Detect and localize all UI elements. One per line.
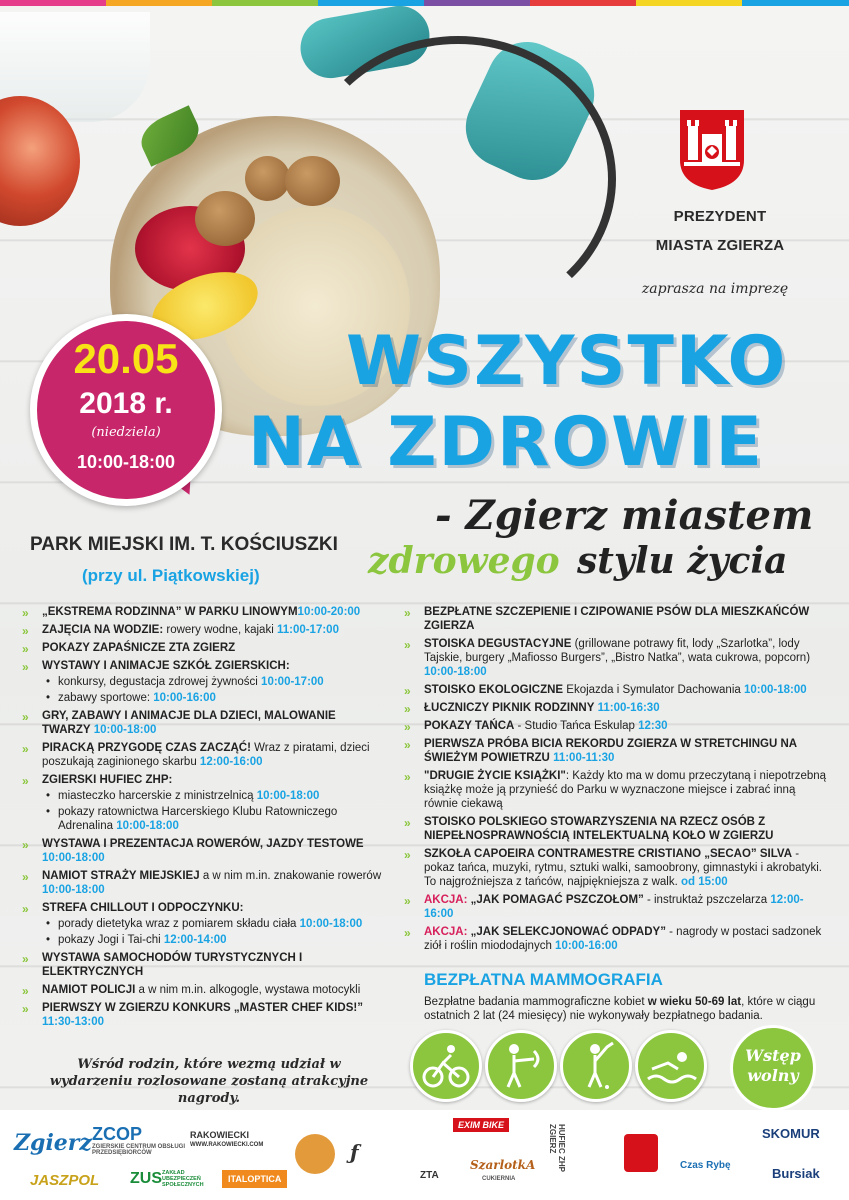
program-item-text: - Studio Tańca Eskulap [514, 720, 639, 732]
zgierz-logo: Zgierz [14, 1130, 92, 1156]
zcop-subtitle: ZGIERSKIE CENTRUM OBSŁUGI PRZEDSIĘBIORCÓW [92, 1144, 186, 1156]
program-item-title: STOISKO POLSKIEGO STOWARZYSZENIA NA RZECZ OSÓB Z NIEPEŁNOSPRAWNOŚCIĄ INTELEKTUALNĄ KOŁO W ZGIERZU [424, 816, 774, 842]
program-subitem-text: zabawy sportowe: [58, 692, 154, 704]
double-arrow-icon: » [404, 702, 408, 716]
event-year: 2018 r. [79, 387, 173, 420]
akcja-label: AKCJA: [424, 926, 471, 938]
walnut-image [195, 191, 255, 246]
program-item [22, 901, 382, 947]
double-arrow-icon: » [22, 710, 26, 724]
double-arrow-icon: » [404, 926, 408, 940]
mammography-title: BEZPŁATNA MAMMOGRAFIA [424, 970, 663, 989]
program-item-text: rowery wodne, kajaki [163, 624, 277, 636]
program-item-title: ŁUCZNICZY PIKNIK RODZINNY [424, 702, 595, 714]
program-item [22, 709, 382, 737]
program-item-title: „JAK SELEKCJONOWAĆ ODPADY” [470, 926, 666, 938]
rescue-club-logo-icon [624, 1134, 658, 1172]
sponsors-strip [0, 1110, 849, 1200]
mammography-text-a: Bezpłatne badania mammograficzne kobiet [424, 996, 648, 1008]
program-subitem-text: pokazy Jogi i Tai-chi [58, 934, 164, 946]
program-item-text: Ekojazda i Symulator Dachowania [563, 684, 744, 696]
mammography-text-b: , które w ciągu ostatnich 2 lat (24 miesięcy) nie wykonywały bezpłatnego badania. [424, 996, 816, 1022]
rakowiecki-url: WWW.RAKOWIECKI.COM [190, 1142, 264, 1148]
skomur-logo: SKOMUR [762, 1126, 820, 1141]
program-subitem-time: 12:00-14:00 [163, 934, 227, 946]
program-item-title: PIRACKĄ PRZYGODĘ CZAS ZACZĄĆ! [42, 742, 251, 754]
event-date: 20.05 [73, 335, 179, 382]
zus-logo: ZUS [130, 1170, 162, 1187]
zcop-logo: ZCOP [92, 1124, 143, 1144]
stripe-segment [742, 0, 849, 6]
program-item-title: „JAK POMAGAĆ PSZCZOŁOM” [470, 894, 644, 906]
free-entry-line2: wolny [747, 1066, 799, 1085]
archer-icon [485, 1030, 557, 1102]
program-item [404, 701, 829, 715]
akcja-label: AKCJA: [424, 894, 471, 906]
double-arrow-icon: » [404, 770, 408, 784]
program-item [22, 1001, 382, 1029]
program-subitem-text: pokazy ratownictwa Harcerskiego Klubu Ratowniczego Adrenalina [58, 806, 338, 832]
program-item-title: NAMIOT STRAŻY MIEJSKIEJ [42, 870, 200, 882]
double-arrow-icon: » [22, 642, 26, 656]
program-item [404, 769, 829, 811]
program-item-title: POKAZY ZAPAŚNICZE ZTA ZGIERZ [42, 642, 236, 654]
double-arrow-icon: » [22, 984, 26, 998]
program-sublist [42, 789, 382, 833]
double-arrow-icon: » [22, 1002, 26, 1016]
zgierz-coat-of-arms-icon [678, 108, 746, 192]
bullet-icon: • [46, 806, 51, 818]
program-item-time: 10:00-18:00 [42, 884, 105, 896]
bullet-icon: • [46, 692, 51, 704]
double-arrow-icon: » [404, 720, 408, 734]
szarlotka-logo: SzarlotkA [470, 1158, 536, 1172]
walnut-image [245, 156, 290, 201]
venue-address: (przy ul. Piątkowskiej) [82, 566, 260, 585]
double-arrow-icon: » [404, 738, 408, 752]
double-arrow-icon: » [22, 624, 26, 638]
eximbike-logo: EXIM BIKE [453, 1118, 509, 1132]
program-subitem [42, 933, 382, 947]
program-item-text: Wraz z piratami, dzieci poszukają zaginionego skarbu [42, 742, 370, 768]
program-item-time: 10:00-18:00 [42, 852, 105, 864]
program-item [404, 637, 829, 679]
program-item [22, 741, 382, 769]
program-subitem [42, 789, 382, 803]
program-item [404, 925, 829, 953]
walnut-image [285, 156, 340, 206]
program-item [22, 659, 382, 705]
double-arrow-icon: » [404, 684, 408, 698]
double-arrow-icon: » [22, 870, 26, 884]
program-item-text: a w nim m.in. znakowanie rowerów [199, 870, 382, 882]
prize-note: Wśród rodzin, które wezmą udział w wydarzeniu rozlosowane zostaną atrakcyjne nagrody. [49, 1057, 369, 1106]
zta-logo: ZTA [420, 1170, 439, 1181]
program-item-title: „EKSTREMA RODZINNA” W PARKU LINOWYM [42, 606, 298, 618]
double-arrow-icon: » [404, 894, 408, 908]
program-item [404, 737, 829, 765]
program-item-title: BEZPŁATNE SZCZEPIENIE I CZIPOWANIE PSÓW DLA MIESZKAŃCÓW ZGIERZA [424, 606, 810, 632]
program-item-time: 12:30 [638, 720, 668, 732]
program-item-time: 11:00-17:00 [276, 624, 339, 636]
stripe-segment [636, 0, 742, 6]
program-item-title: POKAZY TAŃCA [424, 720, 515, 732]
double-arrow-icon: » [22, 660, 26, 674]
mammography-text [424, 995, 829, 1023]
program-item-time: od 15:00 [680, 876, 728, 888]
program-item-title: ZAJĘCIA NA WODZIE: [42, 624, 164, 636]
program-item-title: SZKOŁA CAPOEIRA CONTRAMESTRE CRISTIANO „SECAO” SILVA [424, 848, 793, 860]
program-subitem [42, 917, 382, 931]
basketball-logo-icon [295, 1134, 335, 1174]
rakowiecki-logo: RAKOWIECKI [190, 1130, 249, 1140]
program-item [22, 983, 382, 997]
program-item [404, 815, 829, 843]
event-weekday: (niedziela) [91, 425, 161, 440]
program-item-title: WYSTAWY I ANIMACJE SZKÓŁ ZGIERSKICH: [42, 660, 290, 672]
program-item-text: - pokaz tańca, muzyki, rytmu, sztuki walki, samoobrony, gimnastyki i akrobatyki. To najgroźniejsza z tańców, najpiękniejsza z walk. [424, 848, 822, 888]
program-item-title: ZGIERSKI HUFIEC ZHP: [42, 774, 173, 786]
program-subitem-time: 10:00-17:00 [261, 676, 324, 688]
program-item [404, 847, 829, 889]
free-entry-line1: Wstęp [745, 1046, 801, 1065]
bursiak-logo: Bursiak [772, 1166, 820, 1181]
program-item-text: - nagrody w postaci sadzonek ziół i roślin miododajnych [424, 926, 822, 952]
double-arrow-icon: » [22, 742, 26, 756]
jaszpol-logo: JASZPOL [30, 1172, 100, 1189]
mammography-age: w wieku 50-69 lat [647, 996, 742, 1008]
title-line1: WSZYSTKO [346, 322, 788, 401]
italoptica-logo: ITALOPTICA [222, 1170, 287, 1188]
program-item [22, 641, 382, 655]
program-item-time: 10:00-18:00 [93, 724, 157, 736]
program-list-right [404, 605, 829, 957]
program-subitem [42, 675, 382, 689]
program-item-time: 11:30-13:00 [42, 1016, 105, 1028]
program-item-text: a w nim m.in. alkogogle, wystawa motocykli [135, 984, 361, 996]
program-item [22, 869, 382, 897]
program-item [22, 773, 382, 833]
program-item-title: WYSTAWA SAMOCHODÓW TURYSTYCZNYCH I ELEKTRYCZNYCH [42, 952, 303, 978]
program-item-title: PIERWSZY W ZGIERZU KONKURS „MASTER CHEF KIDS!” [42, 1002, 363, 1014]
czas-rybe-logo: Czas Rybę [680, 1160, 731, 1171]
double-arrow-icon: » [404, 638, 408, 652]
double-arrow-icon: » [22, 606, 26, 620]
title-line2: NA ZDROWIE [248, 403, 764, 482]
hufiec-zhp-logo: HUFIEC ZHP ZGIERZ [548, 1124, 566, 1172]
program-item-text: (grillowane potrawy fit, lody „Szarlotka”, lody Tajskie, burgery „Mafiosso Burgers”, „Bistro Natka”, wata cukrowa, popcorn) [424, 638, 811, 664]
program-item-time: 12:00-16:00 [424, 894, 804, 920]
double-arrow-icon: » [22, 774, 26, 788]
cyclist-icon [410, 1030, 482, 1102]
program-item-title: NAMIOT POLICJI [42, 984, 136, 996]
program-item-time: 10:00-18:00 [743, 684, 807, 696]
double-arrow-icon: » [22, 902, 26, 916]
program-item-time: 10:00-18:00 [424, 666, 487, 678]
program-subitem-text: konkursy, degustacja zdrowej żywności [58, 676, 262, 688]
program-item-time: 11:00-16:30 [597, 702, 660, 714]
subtitle-lifestyle: stylu życia [577, 540, 788, 582]
szarlotka-subtitle: CUKIERNIA [482, 1176, 516, 1182]
program-item-title: GRY, ZABAWY I ANIMACJE DLA DZIECI, MALOWANIE TWARZY [42, 710, 336, 736]
program-item-title: STOISKA DEGUSTACYJNE [424, 638, 572, 650]
program-item [404, 605, 829, 633]
program-item-title: "DRUGIE ŻYCIE KSIĄŻKI" [424, 770, 566, 782]
program-subitem-time: 10:00-18:00 [299, 918, 363, 930]
program-item [404, 683, 829, 697]
zus-subtitle: ZAKŁAD UBEZPIECZEŃ SPOŁECZNYCH [162, 1170, 204, 1188]
double-arrow-icon: » [22, 952, 26, 966]
program-item-time: 10:00-16:00 [555, 940, 618, 952]
double-arrow-icon: » [404, 606, 408, 620]
program-list-left [22, 605, 382, 1033]
program-sublist [42, 675, 382, 705]
program-item-time: 11:00-11:30 [553, 752, 615, 764]
program-item-title: PIERWSZA PRÓBA BICIA REKORDU ZGIERZA W STRETCHINGU NA ŚWIEŻYM POWIETRZU [424, 738, 797, 764]
organizer-line1: PREZYDENT [673, 208, 767, 225]
bullet-icon: • [46, 934, 51, 946]
program-item [22, 951, 382, 979]
event-hours: 10:00-18:00 [76, 452, 176, 472]
program-subitem [42, 691, 382, 705]
golfer-icon [560, 1030, 632, 1102]
bullet-icon: • [46, 918, 51, 930]
invite-text: zaprasza na imprezę [641, 281, 789, 297]
swimmer-icon [635, 1030, 707, 1102]
program-item-time: 12:00-16:00 [199, 756, 263, 768]
date-bubble [30, 314, 222, 506]
double-arrow-icon: » [22, 838, 26, 852]
program-subitem-time: 10:00-18:00 [256, 790, 320, 802]
program-subitem-time: 10:00-16:00 [153, 692, 216, 704]
program-item [22, 837, 382, 865]
program-item-title: STOISKO EKOLOGICZNE [424, 684, 564, 696]
program-subitem [42, 805, 382, 833]
script-logo-icon: ƒ [350, 1140, 359, 1164]
program-item-time: 10:00-20:00 [297, 606, 361, 618]
subtitle-line1: - Zgierz miastem [435, 492, 814, 539]
program-subitem-time: 10:00-18:00 [116, 820, 179, 832]
program-item [404, 893, 829, 921]
program-item-title: STREFA CHILLOUT I ODPOCZYNKU: [42, 902, 244, 914]
program-item-text: : Każdy kto ma w domu przeczytaną i niepotrzebną książkę może ją przynieść do Parku w wyznaczone miejsce i zabrać inną równie ciekawą [424, 770, 827, 810]
bullet-icon: • [46, 676, 51, 688]
program-item [22, 623, 382, 637]
free-entry-badge [730, 1025, 816, 1111]
venue-name: PARK MIEJSKI IM. T. KOŚCIUSZKI [30, 534, 338, 555]
program-item-title: WYSTAWA I PREZENTACJA ROWERÓW, JAZDY TESTOWE [42, 838, 364, 850]
program-item [404, 719, 829, 733]
program-subitem-text: miasteczko harcerskie z ministrzelnicą [58, 790, 257, 802]
double-arrow-icon: » [404, 816, 408, 830]
program-sublist [42, 917, 382, 947]
program-item-text: - instruktaż pszczelarza [643, 894, 771, 906]
organizer-line2: MIASTA ZGIERZA [655, 237, 785, 254]
bullet-icon: • [46, 790, 51, 802]
double-arrow-icon: » [404, 848, 408, 862]
program-subitem-text: porady dietetyka wraz z pomiarem składu ciała [58, 918, 300, 930]
subtitle-healthy: zdrowego [368, 540, 560, 582]
program-item [22, 605, 382, 619]
